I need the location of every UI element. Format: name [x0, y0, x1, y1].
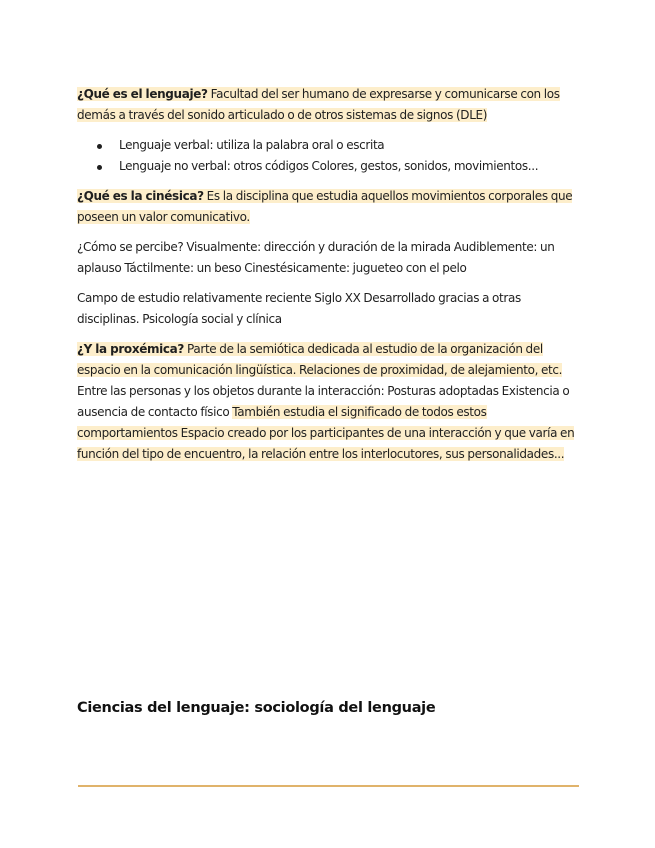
paragraph-cinesica	[77, 186, 579, 228]
list-item-text: Lenguaje verbal: utiliza la palabra oral o escrita	[119, 138, 385, 152]
answer-proxemica-plain: Entre las personas y los objetos durante la interacción: Posturas adoptadas Existencia o ausencia de contacto físico	[77, 384, 570, 419]
bullet-list	[77, 135, 579, 177]
bullet-dot-icon	[97, 165, 102, 170]
bullet-dot-icon	[97, 144, 102, 149]
paragraph-lenguaje	[77, 84, 579, 126]
document-body	[77, 84, 579, 474]
answer-proxemica-1: Parte de la semiótica dedicada al estudio de la organización del espacio en la comunicación lingüística. Relaciones de proximidad, de alejamiento, etc.	[77, 342, 563, 377]
paragraph-campo-estudio: Campo de estudio relativamente reciente Siglo XX Desarrollado gracias a otras disciplinas. Psicología social y clínica	[77, 291, 521, 326]
answer-proxemica-2: También estudia el significado de todos estos comportamientos Espacio creado por los participantes de una interacción y que varía en función del tipo de encuentro, la relación entre los interlocutores, sus personalidades...	[77, 405, 575, 461]
paragraph-proxemica	[77, 339, 579, 465]
answer-cinesica: Es la disciplina que estudia aquellos movimientos corporales que poseen un valor comunicativo.	[77, 189, 573, 224]
list-item	[77, 135, 579, 156]
list-item-text: Lenguaje no verbal: otros códigos Colores, gestos, sonidos, movimientos...	[119, 159, 539, 173]
answer-lenguaje: Facultad del ser humano de expresarse y comunicarse con los demás a través del sonido articulado o de otros sistemas de signos (DLE)	[77, 87, 560, 122]
list-item	[77, 156, 579, 177]
question-lenguaje: ¿Qué es el lenguaje?	[77, 87, 208, 101]
paragraph-percepcion: ¿Cómo se percibe? Visualmente: dirección y duración de la mirada Audiblemente: un aplauso Táctilmente: un beso Cinestésicamente: jugueteo con el pelo	[77, 240, 555, 275]
question-cinesica: ¿Qué es la cinésica?	[77, 189, 204, 203]
section-title: Ciencias del lenguaje: sociología del lenguaje	[77, 700, 436, 716]
footer-divider	[78, 785, 579, 787]
question-proxemica: ¿Y la proxémica?	[77, 342, 185, 356]
